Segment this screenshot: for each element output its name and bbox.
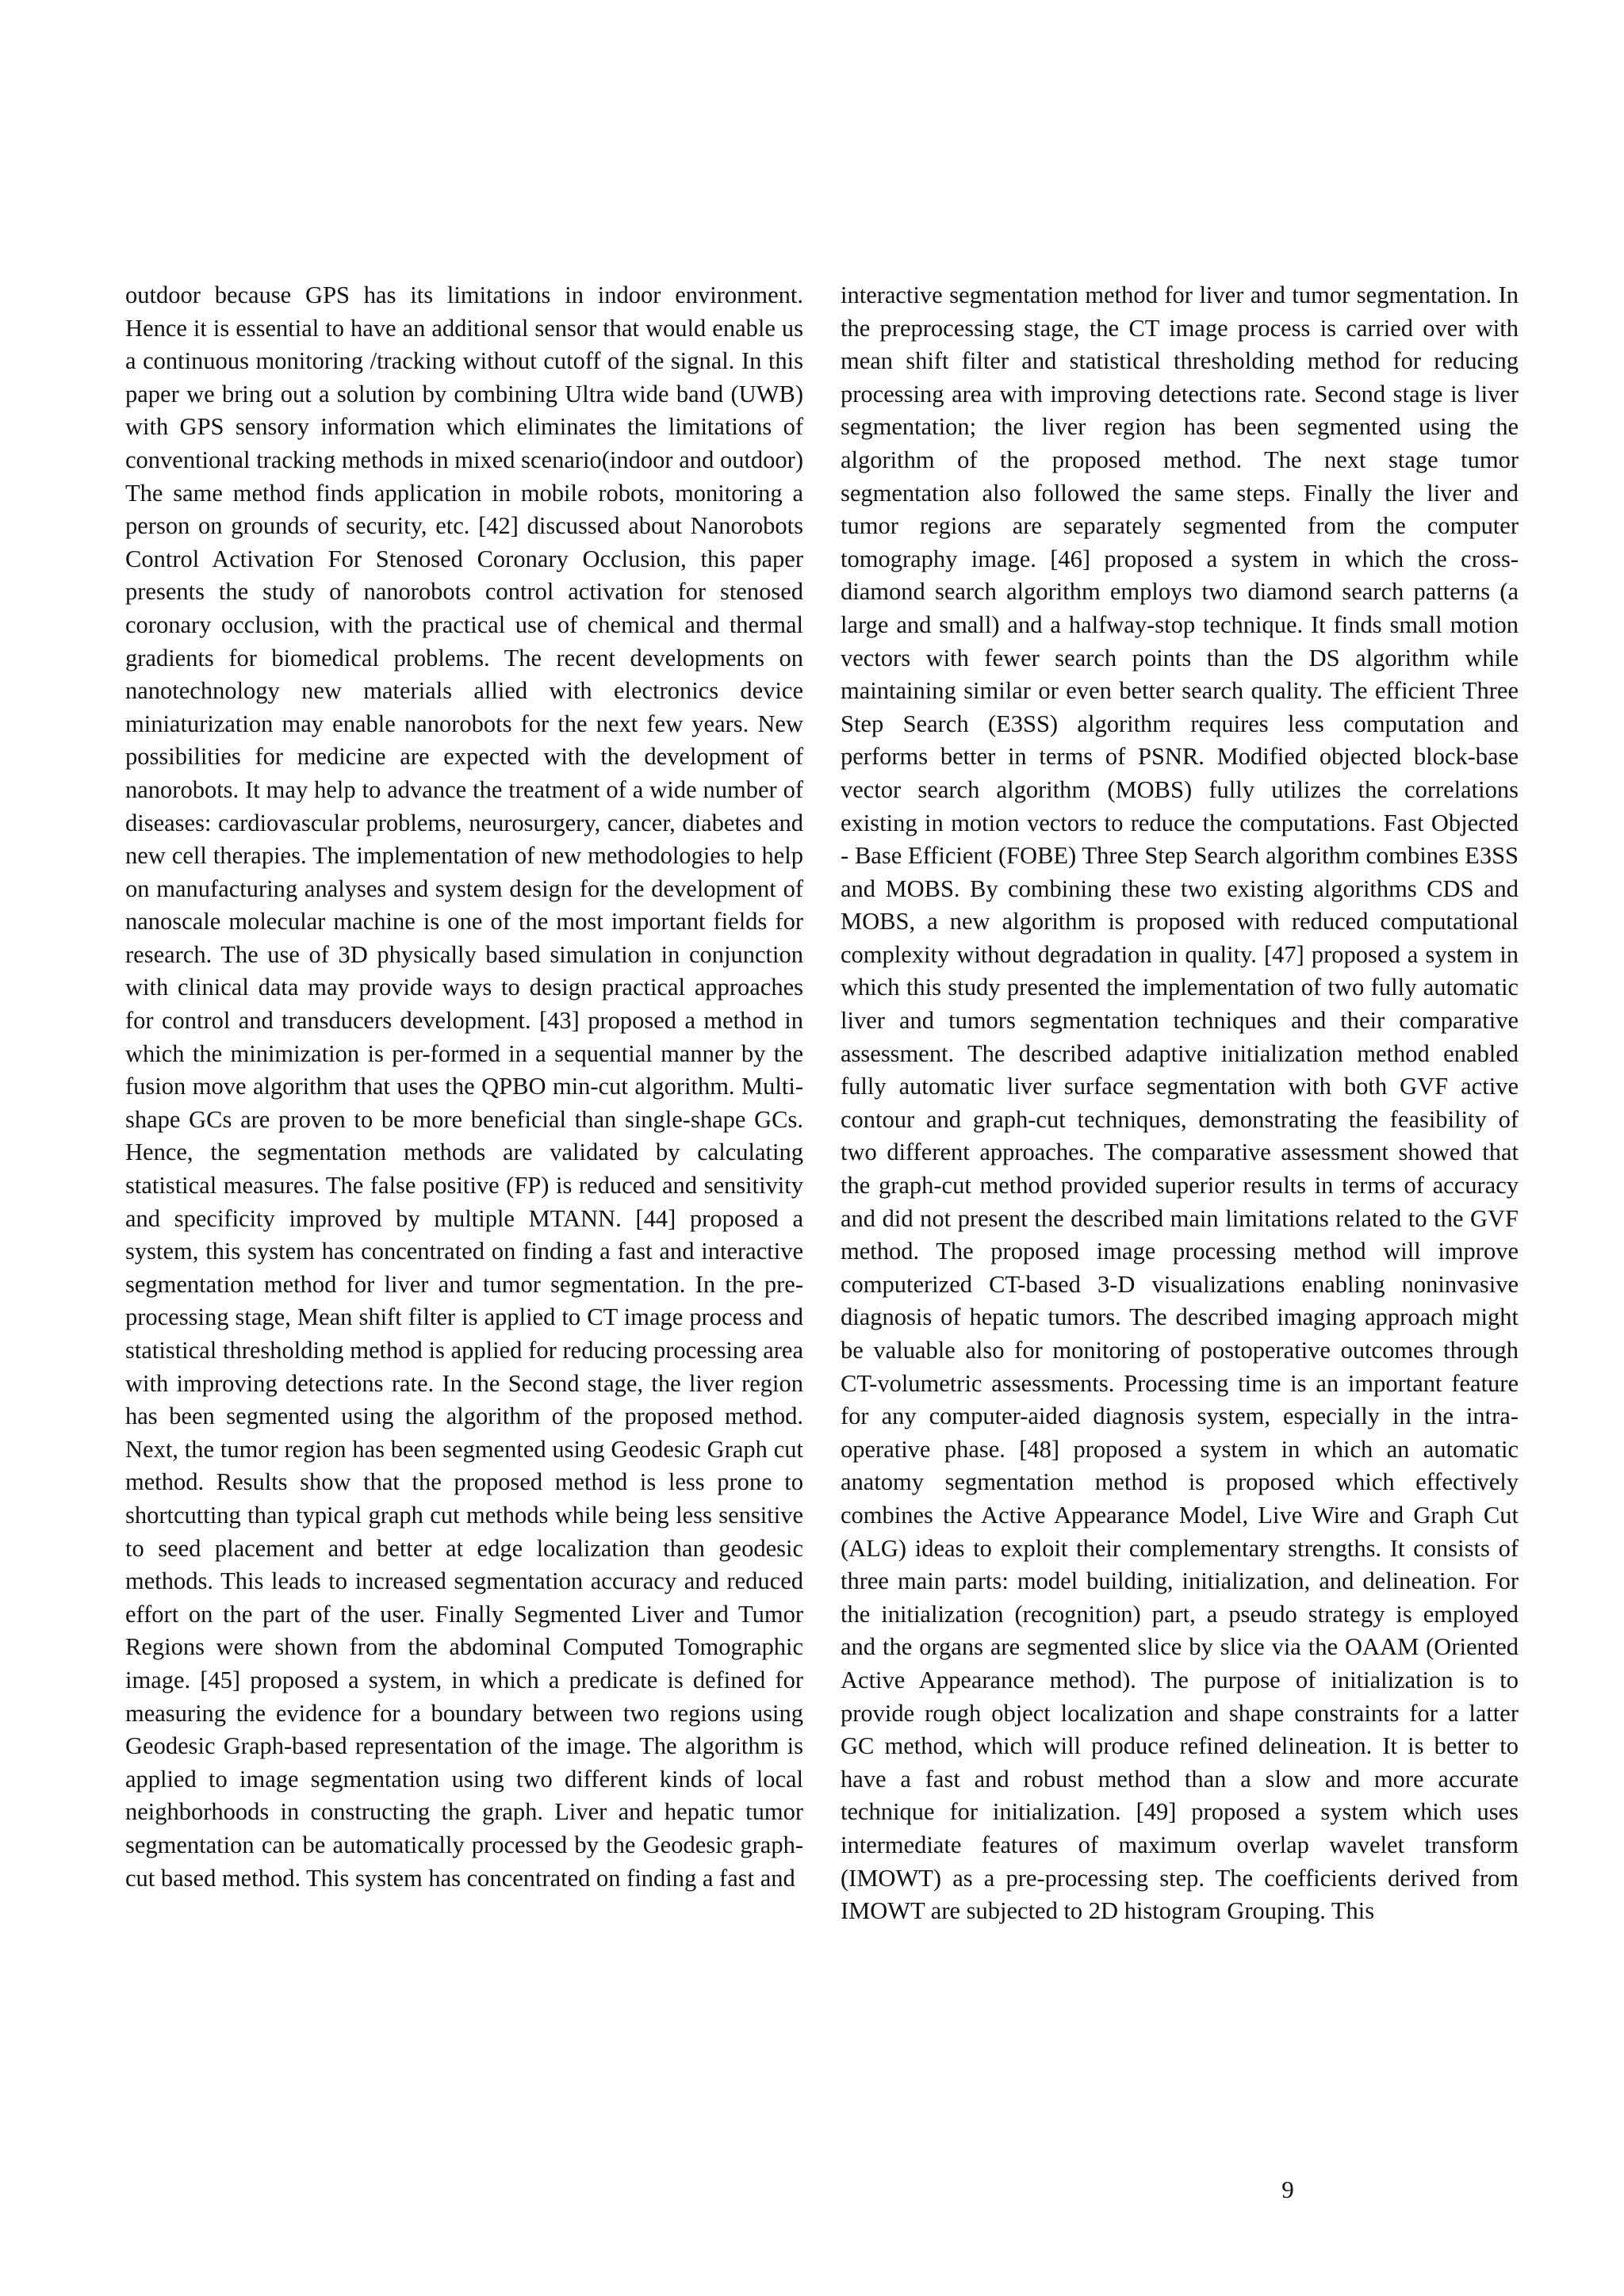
left-text-column [125, 279, 803, 1895]
right-text-column [841, 279, 1519, 1928]
right-column-paragraph: interactive segmentation method for liver and tumor segmentation. In the preprocessing stage, the CT image process is carried over with mean shift filter and statistical thresholding method for reducing processing area with improving detections rate. Second stage is liver segmentation; the liver region has been segmented using the algorithm of the proposed method. The next stage tumor segmentation also followed the same steps. Finally the liver and tumor regions are separately segmented from the computer tomography image. [46] proposed a system in which the cross-diamond search algorithm employs two diamond search patterns (a large and small) and a halfway-stop technique. It finds small motion vectors with fewer search points than the DS algorithm while maintaining similar or even better search quality. The efficient Three Step Search (E3SS) algorithm requires less computation and performs better in terms of PSNR. Modified objected block-base vector search algorithm (MOBS) fully utilizes the correlations existing in motion vectors to reduce the computations. Fast Objected - Base Efficient (FOBE) Three Step Search algorithm combines E3SS and MOBS. By combining these two existing algorithms CDS and MOBS, a new algorithm is proposed with reduced computational complexity without degradation in quality. [47] proposed a system in which this study presented the implementation of two fully automatic liver and tumors segmentation techniques and their comparative assessment. The described adaptive initialization method enabled fully automatic liver surface segmentation with both GVF active contour and graph-cut techniques, demonstrating the feasibility of two different approaches. The comparative assessment showed that the graph-cut method provided superior results in terms of accuracy and did not present the described main limitations related to the GVF method. The proposed image processing method will improve computerized CT-based 3-D visualizations enabling noninvasive diagnosis of hepatic tumors. The described imaging approach might be valuable also for monitoring of postoperative outcomes through CT-volumetric assessments. Processing time is an important feature for any computer-aided diagnosis system, especially in the intra-operative phase. [48] proposed a system in which an automatic anatomy segmentation method is proposed which effectively combines the Active Appearance Model, Live Wire and Graph Cut (ALG) ideas to exploit their complementary strengths. It consists of three main parts: model building, initialization, and delineation. For the initialization (recognition) part, a pseudo strategy is employed and the organs are segmented slice by slice via the OAAM (Oriented Active Appearance method). The purpose of initialization is to provide rough object localization and shape constraints for a latter GC method, which will produce refined delineation. It is better to have a fast and robust method than a slow and more accurate technique for initialization. [49] proposed a system which uses intermediate features of maximum overlap wavelet transform (IMOWT) as a pre-processing step. The coefficients derived from IMOWT are subjected to 2D histogram Grouping. This [841, 281, 1519, 1925]
page-number: 9 [1281, 2175, 1294, 2203]
left-column-paragraph: outdoor because GPS has its limitations in indoor environment. Hence it is essential to have an additional sensor that would enable us a continuous monitoring /tracking without cutoff of the signal. In this paper we bring out a solution by combining Ultra wide band (UWB) with GPS sensory information which eliminates the limitations of conventional tracking methods in mixed scenario(indoor and outdoor) The same method finds application in mobile robots, monitoring a person on grounds of security, etc. [42] discussed about Nanorobots Control Activation For Stenosed Coronary Occlusion, this paper presents the study of nanorobots control activation for stenosed coronary occlusion, with the practical use of chemical and thermal gradients for biomedical problems. The recent developments on nanotechnology new materials allied with electronics device miniaturization may enable nanorobots for the next few years. New possibilities for medicine are expected with the development of nanorobots. It may help to advance the treatment of a wide number of diseases: cardiovascular problems, neurosurgery, cancer, diabetes and new cell therapies. The implementation of new methodologies to help on manufacturing analyses and system design for the development of nanoscale molecular machine is one of the most important fields for research. The use of 3D physically based simulation in conjunction with clinical data may provide ways to design practical approaches for control and transducers development. [43] proposed a method in which the minimization is per-formed in a sequential manner by the fusion move algorithm that uses the QPBO min-cut algorithm. Multi-shape GCs are proven to be more beneficial than single-shape GCs. Hence, the segmentation methods are validated by calculating statistical measures. The false positive (FP) is reduced and sensitivity and specificity improved by multiple MTANN. [44] proposed a system, this system has concentrated on finding a fast and interactive segmentation method for liver and tumor segmentation. In the pre-processing stage, Mean shift filter is applied to CT image process and statistical thresholding method is applied for reducing processing area with improving detections rate. In the Second stage, the liver region has been segmented using the algorithm of the proposed method. Next, the tumor region has been segmented using Geodesic Graph cut method. Results show that the proposed method is less prone to shortcutting than typical graph cut methods while being less sensitive to seed placement and better at edge localization than geodesic methods. This leads to increased segmentation accuracy and reduced effort on the part of the user. Finally Segmented Liver and Tumor Regions were shown from the abdominal Computed Tomographic image. [45] proposed a system, in which a predicate is defined for measuring the evidence for a boundary between two regions using Geodesic Graph-based representation of the image. The algorithm is applied to image segmentation using two different kinds of local neighborhoods in constructing the graph. Liver and hepatic tumor segmentation can be automatically processed by the Geodesic graph-cut based method. This system has concentrated on finding a fast and [125, 281, 803, 1892]
